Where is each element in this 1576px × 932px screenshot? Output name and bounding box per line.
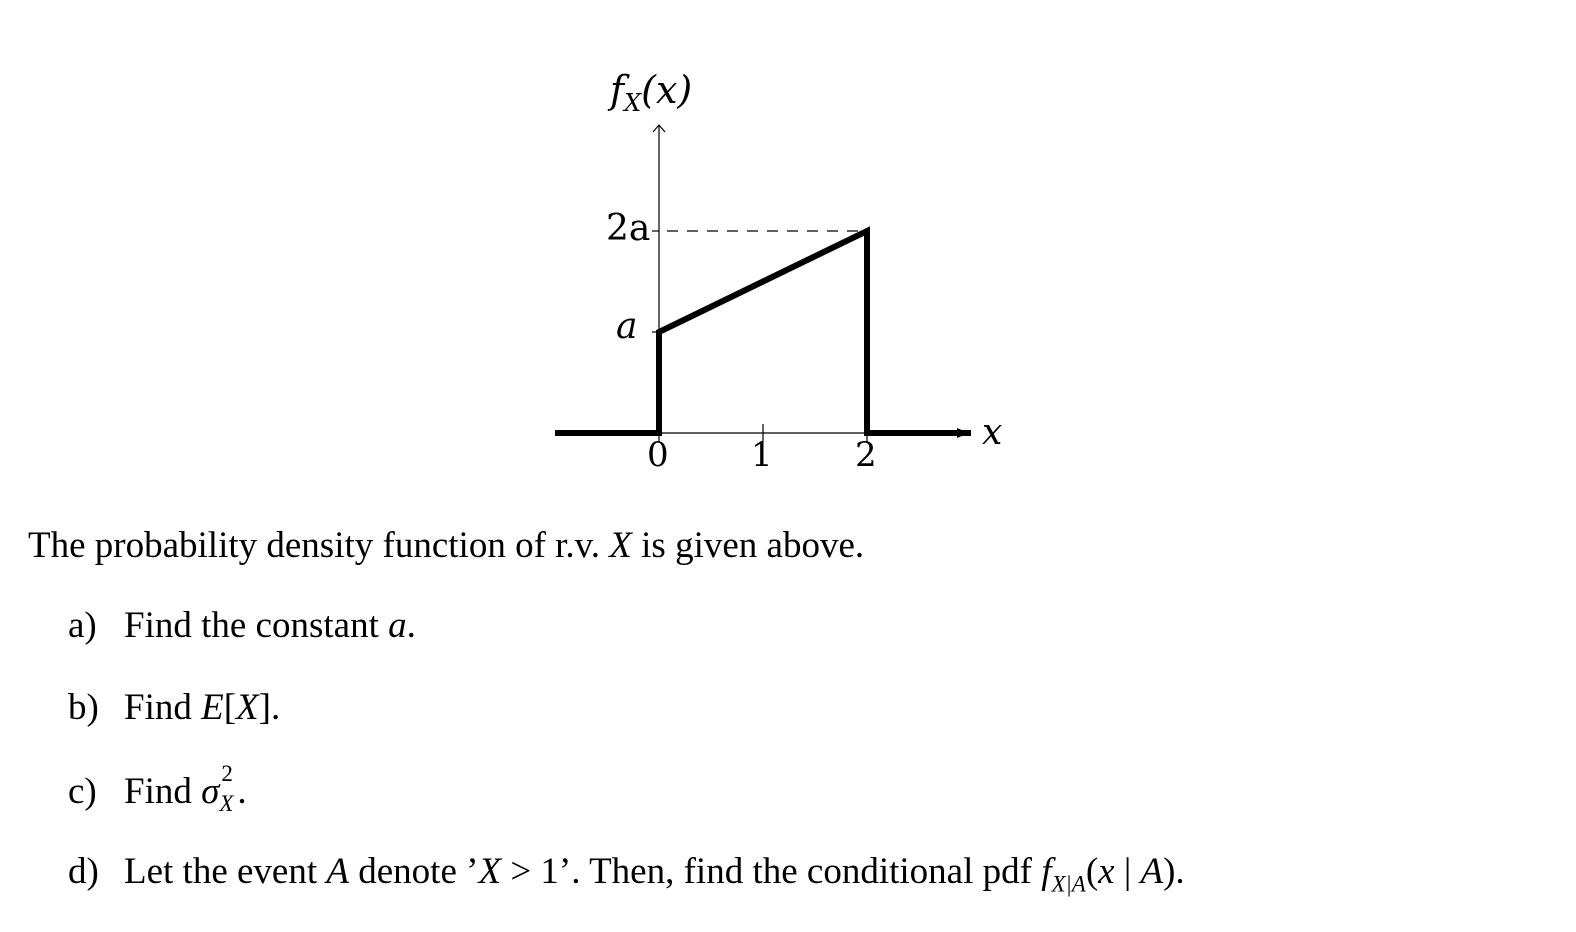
question-c: c) Find σ 2 X .	[68, 761, 247, 816]
x-axis-label: x	[982, 412, 1003, 453]
chart-labels	[606, 68, 1002, 475]
problem-intro: The probability density function of r.v. X is given above.	[28, 525, 865, 566]
y-tick-label-a: a	[616, 306, 638, 347]
x-tick-label-0: 0	[647, 435, 669, 475]
question-a-marker: a)	[68, 605, 97, 646]
question-d: d) Let the event A denote ’X > 1’. Then, find the conditional pdf $f_{X|A}(x$ | A).	[68, 848, 1185, 908]
x-tick-label-1: 1	[751, 435, 773, 475]
x-tick-label-2: 2	[855, 435, 877, 475]
y-axis-label: $f_X(x)$	[610, 68, 693, 117]
question-b-marker: b)	[68, 687, 99, 728]
question-d-marker: d)	[68, 851, 99, 892]
question-b: b) Find E[X].	[68, 684, 280, 732]
question-a: a) Find the constant a.	[68, 602, 416, 650]
y-tick-label-2a: 2a	[606, 208, 651, 249]
question-c-marker: c)	[68, 771, 97, 812]
